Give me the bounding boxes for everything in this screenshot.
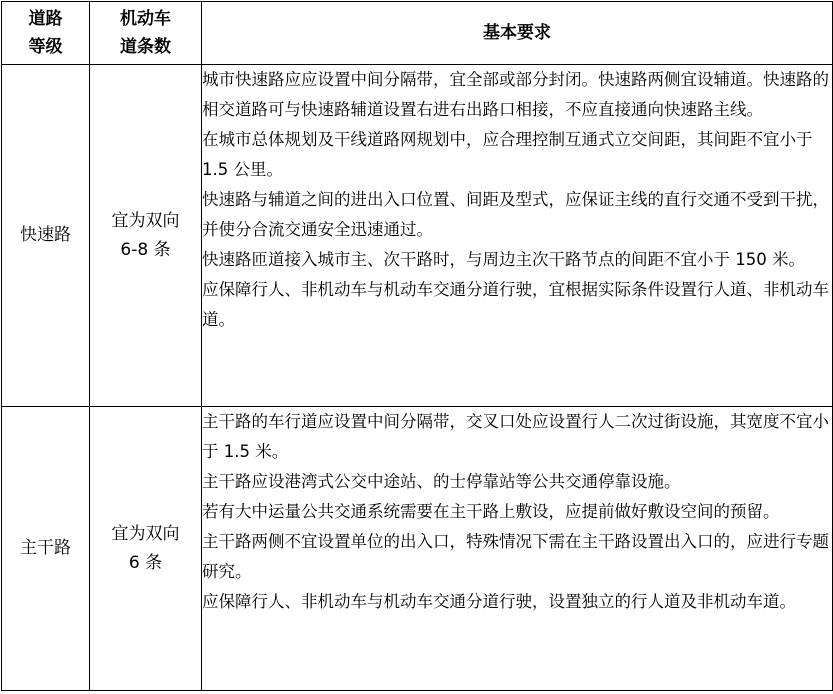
- header-basic-requirements: 基本要求: [202, 2, 833, 65]
- cell-grade-arterial: 主干路: [2, 407, 90, 691]
- requirement-paragraph: 城市快速路应应设置中间分隔带，宜全部或部分封闭。快速路两侧宜设辅道。快速路的相交道路可与快速路辅道设置右进右出路口相接，不应直接通向快速路主线。: [202, 70, 829, 119]
- cell-lanes-expressway: [90, 65, 202, 407]
- requirement-paragraph: 应保障行人、非机动车与机动车交通分道行驶，设置独立的行人道及非机动车道。: [202, 592, 796, 611]
- lanes-expressway-line-2: 6-8 条: [120, 239, 171, 260]
- cell-grade-expressway: 快速路: [2, 65, 90, 407]
- cell-requirements-arterial: [202, 407, 833, 691]
- table-header-row: [2, 2, 833, 65]
- requirement-paragraph: 若有大中运量公共交通系统需要在主干路上敷设，应提前做好敷设空间的预留。: [202, 502, 780, 521]
- header-lane-count-line-2: 道条数: [120, 37, 171, 57]
- requirement-paragraph: 应保障行人、非机动车与机动车交通分道行驶，宜根据实际条件设置行人道、非机动车道。: [202, 280, 829, 329]
- requirement-paragraph: 主干路两侧不宜设置单位的出入口，特殊情况下需在主干路设置出入口的，应进行专题研究。: [202, 532, 829, 581]
- requirement-paragraph: 主干路应设港湾式公交中途站、的士停靠站等公共交通停靠设施。: [202, 472, 681, 491]
- cell-requirements-expressway: [202, 65, 833, 407]
- lanes-arterial-line-2: 6 条: [128, 552, 163, 573]
- header-lane-count: [90, 2, 202, 65]
- table-row-expressway: [2, 65, 833, 407]
- requirement-paragraph: 在城市总体规划及干线道路网规划中，应合理控制互通式立交间距，其间距不宜小于 1.5 公里。: [202, 130, 813, 179]
- requirement-paragraph: 快速路匝道接入城市主、次干路时，与周边主次干路节点的间距不宜小于 150 米。: [202, 250, 805, 269]
- header-lane-count-line-1: 机动车: [120, 9, 171, 29]
- lanes-expressway-line-1: 宜为双向: [111, 210, 180, 231]
- requirement-paragraph: 主干路的车行道应设置中间分隔带，交叉口处应设置行人二次过街设施，其宽度不宜小于 1.5 米。: [202, 412, 829, 461]
- header-road-grade: [2, 2, 90, 65]
- header-road-grade-line-1: 道路: [28, 9, 63, 29]
- header-road-grade-line-2: 等级: [28, 37, 63, 57]
- lanes-arterial-line-1: 宜为双向: [111, 523, 180, 544]
- cell-lanes-arterial: [90, 407, 202, 691]
- table-row-arterial: [2, 407, 833, 691]
- requirement-paragraph: 快速路与辅道之间的进出入口位置、间距及型式，应保证主线的直行交通不受到干扰，并使分合流交通安全迅速通过。: [202, 190, 829, 239]
- road-grade-requirements-table: [1, 1, 833, 691]
